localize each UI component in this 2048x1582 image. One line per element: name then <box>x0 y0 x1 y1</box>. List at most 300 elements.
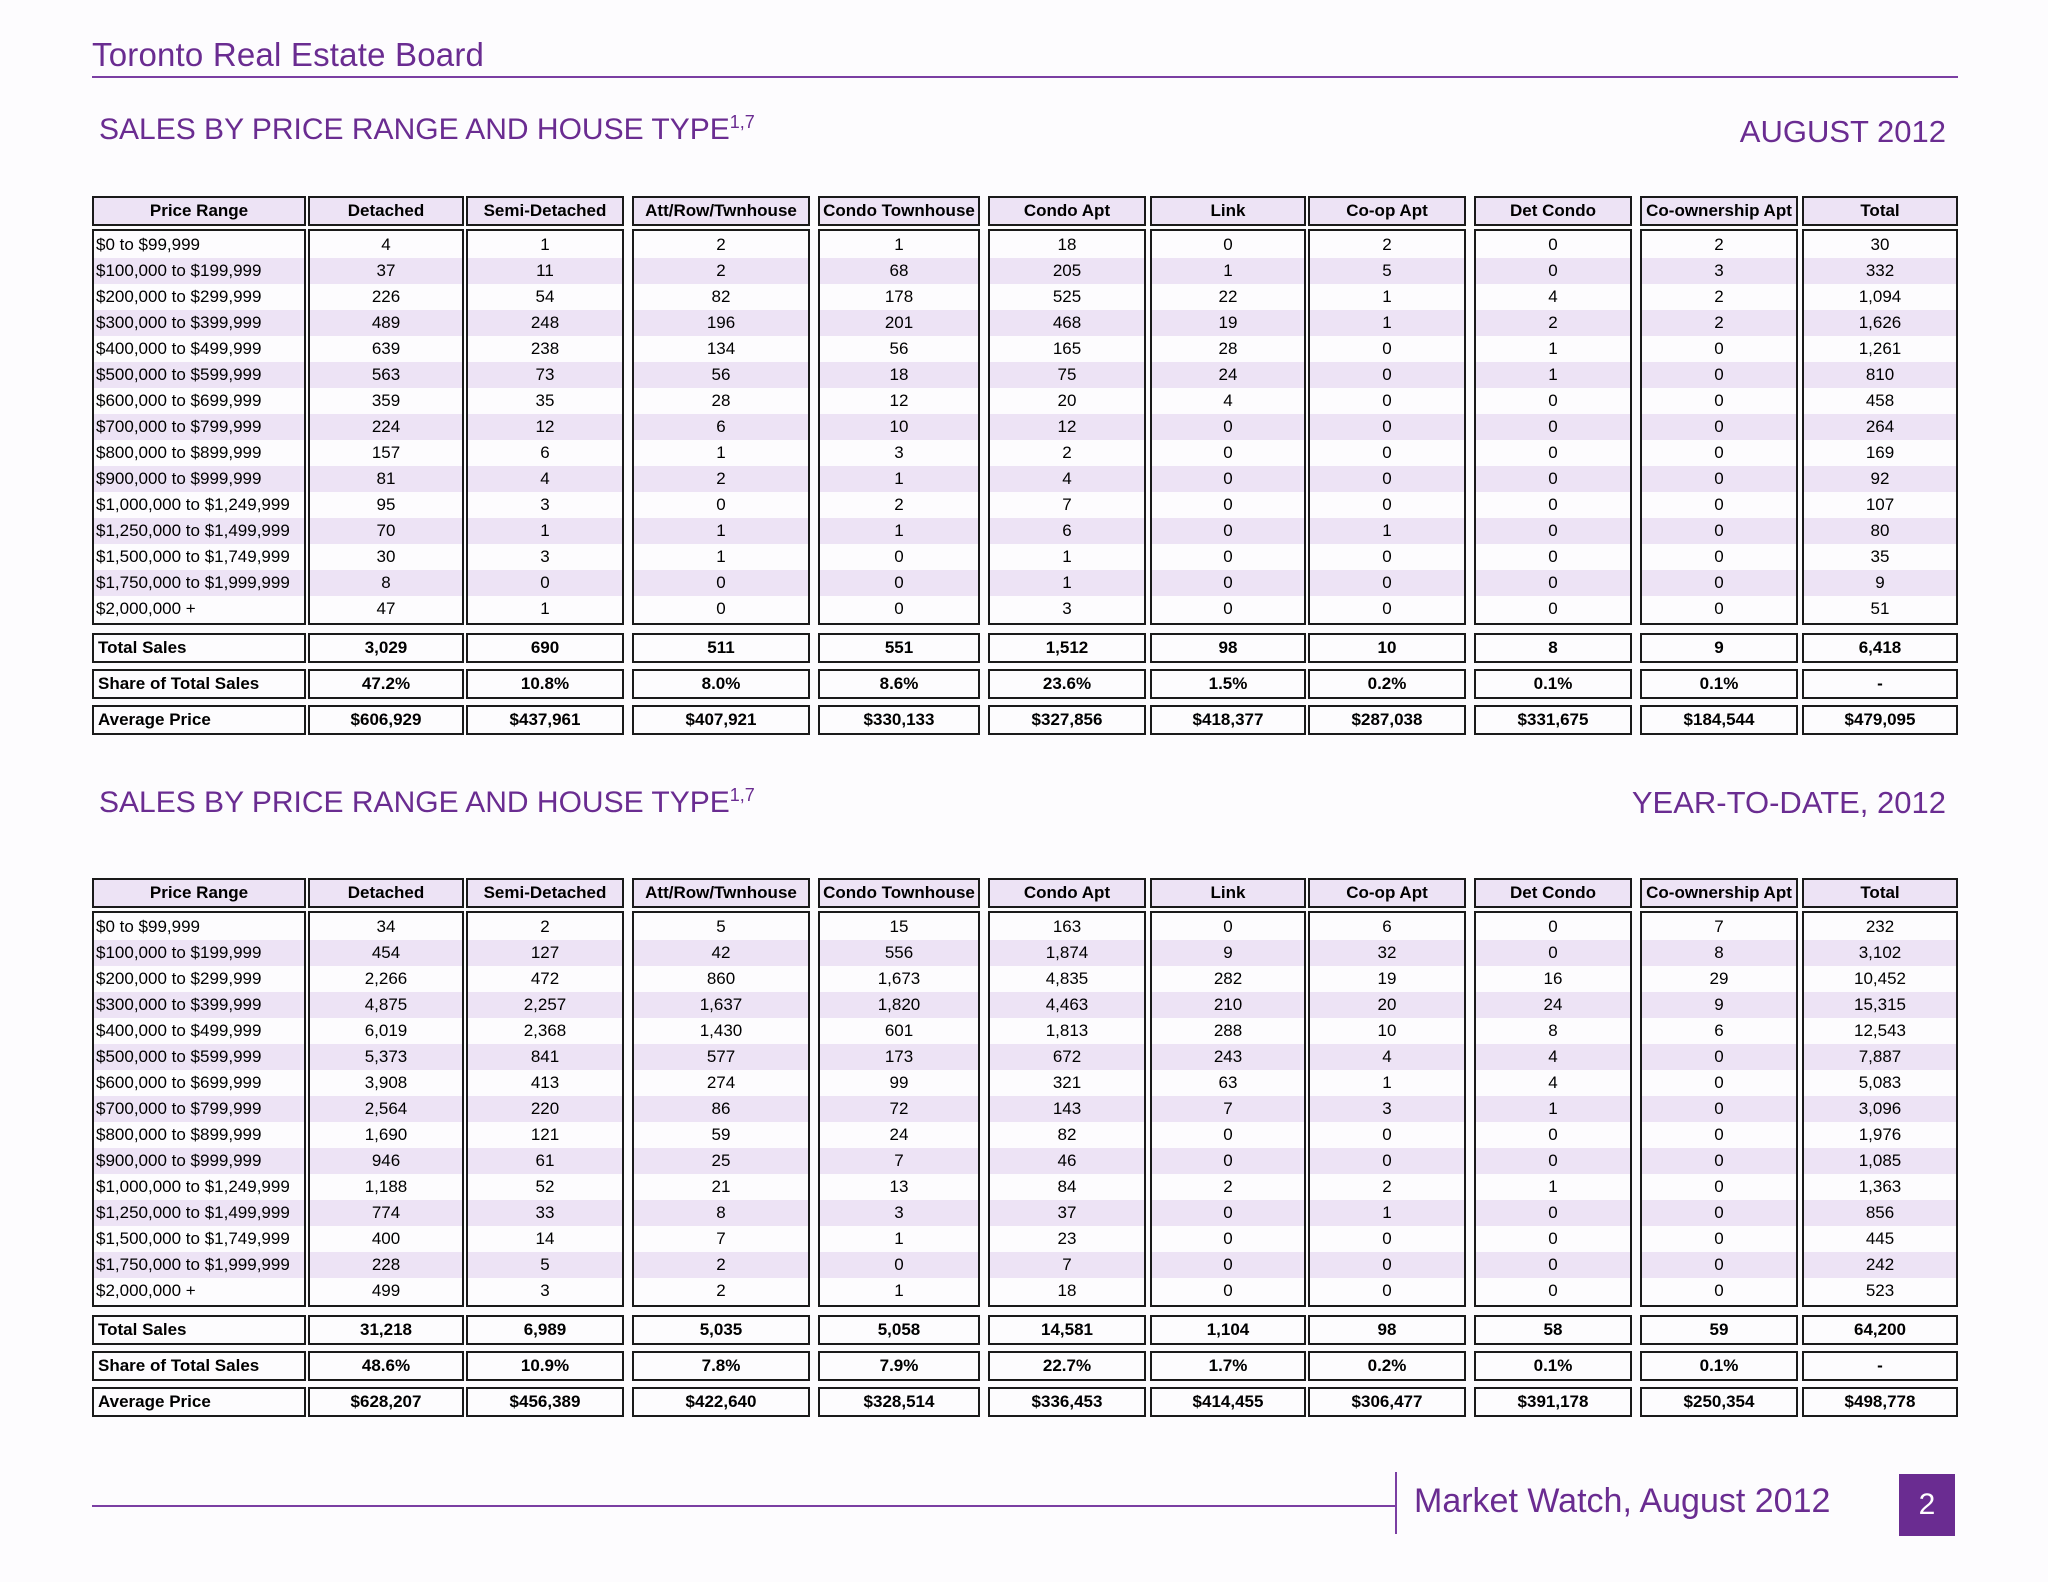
table-cell: 0 <box>1714 521 1724 540</box>
summary-label: Total Sales <box>92 633 306 663</box>
summary-label: Average Price <box>92 1387 306 1417</box>
summary-cell: - <box>1802 669 1958 699</box>
table-cell: 0 <box>1548 495 1558 514</box>
table-cell: 232 <box>1865 917 1895 936</box>
summary-cell: $391,178 <box>1474 1387 1632 1417</box>
page-number: 2 <box>1899 1474 1955 1536</box>
summary-cell: $328,514 <box>818 1387 980 1417</box>
table-cell: 0 <box>1382 391 1392 410</box>
table-cell: 1,673 <box>877 969 921 988</box>
summary-cell: 511 <box>632 633 810 663</box>
price-range-label: $900,000 to $999,999 <box>96 469 262 488</box>
summary-cell: $306,477 <box>1308 1387 1466 1417</box>
column-header: Att/Row/Twnhouse <box>632 878 810 908</box>
summary-cell: $628,207 <box>308 1387 464 1417</box>
table-cell: 0 <box>894 573 904 592</box>
table-cell: 210 <box>1213 995 1243 1014</box>
price-range-label: $1,250,000 to $1,499,999 <box>96 1203 290 1222</box>
table-cell: 70 <box>376 521 396 540</box>
column-header: Condo Apt <box>988 196 1146 226</box>
column-header: Det Condo <box>1474 196 1632 226</box>
table-cell: 0 <box>1382 417 1392 436</box>
table-cell: 52 <box>535 1177 555 1196</box>
summary-cell: $407,921 <box>632 705 810 735</box>
table-cell: 525 <box>1052 287 1082 306</box>
table-cell: 359 <box>371 391 401 410</box>
price-range-label: $600,000 to $699,999 <box>96 391 262 410</box>
table-cell: 8 <box>381 573 391 592</box>
table-cell: 47 <box>376 599 396 618</box>
summary-cell: $336,453 <box>988 1387 1146 1417</box>
table-cell: 6 <box>1382 917 1392 936</box>
price-range-label: $500,000 to $599,999 <box>96 1047 262 1066</box>
table-cell: 1 <box>540 235 550 254</box>
table-cell: 228 <box>371 1255 401 1274</box>
summary-cell: 551 <box>818 633 980 663</box>
table-cell: 1 <box>894 235 904 254</box>
table-cell: 1,188 <box>364 1177 408 1196</box>
summary-cell: 10.9% <box>466 1351 624 1381</box>
price-range-label: $1,750,000 to $1,999,999 <box>96 1255 290 1274</box>
table-cell: 0 <box>1714 1281 1724 1300</box>
table-cell: 556 <box>884 943 914 962</box>
table-cell: 1 <box>1223 261 1233 280</box>
table-cell: 12 <box>535 417 555 436</box>
table-cell: 0 <box>1223 1203 1233 1222</box>
table-cell: 0 <box>1382 443 1392 462</box>
table-cell: 0 <box>1714 1047 1724 1066</box>
price-range-label: $0 to $99,999 <box>96 917 200 936</box>
summary-cell: 1,104 <box>1150 1315 1306 1345</box>
price-range-label: $800,000 to $899,999 <box>96 443 262 462</box>
table-cell: 3 <box>894 1203 904 1222</box>
summary-cell: 64,200 <box>1802 1315 1958 1345</box>
summary-label: Share of Total Sales <box>92 1351 306 1381</box>
table-cell: 5 <box>540 1255 550 1274</box>
table-cell: 0 <box>1714 1125 1724 1144</box>
table-cell: 1,690 <box>364 1125 408 1144</box>
summary-cell: 14,581 <box>988 1315 1146 1345</box>
table-cell: 201 <box>884 313 914 332</box>
table-cell: 0 <box>1548 1151 1558 1170</box>
table-cell: 54 <box>535 287 555 306</box>
table-cell: 20 <box>1057 391 1077 410</box>
table-cell: 0 <box>1714 495 1724 514</box>
table-cell: 0 <box>1223 599 1233 618</box>
table-cell: 3 <box>540 547 550 566</box>
table-cell: 18 <box>1057 1281 1077 1300</box>
table-cell: 63 <box>1218 1073 1238 1092</box>
summary-cell: $498,778 <box>1802 1387 1958 1417</box>
summary-cell: 0.1% <box>1640 669 1798 699</box>
table-cell: 499 <box>371 1281 401 1300</box>
table-cell: 1 <box>1548 1177 1558 1196</box>
table-cell: 12 <box>889 391 909 410</box>
table-cell: 157 <box>371 443 401 462</box>
table-cell: 413 <box>530 1073 560 1092</box>
table-cell: 0 <box>1714 1073 1724 1092</box>
table-cell: 4 <box>1548 1073 1558 1092</box>
column-header: Total <box>1802 196 1958 226</box>
table-cell: 2 <box>716 1281 726 1300</box>
section-title-text: SALES BY PRICE RANGE AND HOUSE TYPE <box>99 786 730 819</box>
table-cell: 0 <box>1714 417 1724 436</box>
table-cell: 3 <box>540 495 550 514</box>
table-cell: 0 <box>1223 1229 1233 1248</box>
table-cell: 0 <box>1714 1255 1724 1274</box>
summary-label: Total Sales <box>92 1315 306 1345</box>
table-cell: 0 <box>1223 443 1233 462</box>
table-cell: 1 <box>1382 521 1392 540</box>
table-cell: 0 <box>1382 1281 1392 1300</box>
table-cell: 0 <box>1714 599 1724 618</box>
table-cell: 4 <box>381 235 391 254</box>
table-cell: 29 <box>1709 969 1729 988</box>
table-cell: 1 <box>894 1281 904 1300</box>
section-title <box>99 785 755 820</box>
table-cell: 0 <box>1548 1203 1558 1222</box>
table-cell: 2,257 <box>523 995 567 1014</box>
table-cell: 178 <box>884 287 914 306</box>
footnote-superscript: 1,7 <box>729 112 755 132</box>
table-cell: 37 <box>1057 1203 1077 1222</box>
summary-cell: 10 <box>1308 633 1466 663</box>
table-cell: 28 <box>1218 339 1238 358</box>
summary-cell: $414,455 <box>1150 1387 1306 1417</box>
table-cell: 0 <box>1548 1229 1558 1248</box>
table-cell: 10 <box>889 417 909 436</box>
table-cell: 20 <box>1377 995 1397 1014</box>
table-cell: 9 <box>1223 943 1233 962</box>
table-cell: 1 <box>716 521 726 540</box>
summary-cell: 0.2% <box>1308 669 1466 699</box>
footnote-superscript: 1,7 <box>729 785 755 805</box>
table-cell: 0 <box>716 599 726 618</box>
table-cell: 0 <box>1223 417 1233 436</box>
table-cell: 0 <box>1382 599 1392 618</box>
table-cell: 86 <box>711 1099 731 1118</box>
table-cell: 0 <box>1714 1099 1724 1118</box>
table-cell: 0 <box>1548 943 1558 962</box>
section-period: AUGUST 2012 <box>1739 114 1946 149</box>
table-cell: 0 <box>1548 443 1558 462</box>
table-cell: 4 <box>1548 287 1558 306</box>
table-cell: 56 <box>889 339 909 358</box>
summary-cell: 1.5% <box>1150 669 1306 699</box>
summary-cell: 47.2% <box>308 669 464 699</box>
table-cell: 95 <box>376 495 396 514</box>
price-range-label: $1,750,000 to $1,999,999 <box>96 573 290 592</box>
table-cell: 196 <box>706 313 736 332</box>
table-cell: 946 <box>371 1151 401 1170</box>
summary-cell: 23.6% <box>988 669 1146 699</box>
column-header: Co-ownership Apt <box>1640 196 1798 226</box>
table-cell: 0 <box>1223 1125 1233 1144</box>
table-cell: 165 <box>1052 339 1082 358</box>
table-cell: 1 <box>894 521 904 540</box>
column-header: Co-op Apt <box>1308 878 1466 908</box>
table-cell: 1 <box>1548 339 1558 358</box>
summary-cell: $250,354 <box>1640 1387 1798 1417</box>
summary-cell: $331,675 <box>1474 705 1632 735</box>
table-cell: 1 <box>716 547 726 566</box>
table-cell: 4 <box>1223 391 1233 410</box>
table-cell: 288 <box>1213 1021 1243 1040</box>
summary-cell: $479,095 <box>1802 705 1958 735</box>
table-cell: 577 <box>706 1047 736 1066</box>
table-cell: 454 <box>371 943 401 962</box>
summary-cell: $437,961 <box>466 705 624 735</box>
table-cell: 0 <box>1223 469 1233 488</box>
price-range-label: $400,000 to $499,999 <box>96 339 262 358</box>
table-cell: 11 <box>536 261 554 280</box>
summary-cell: 0.1% <box>1474 669 1632 699</box>
price-range-label: $200,000 to $299,999 <box>96 969 262 988</box>
table-cell: 248 <box>530 313 560 332</box>
column-header: Detached <box>308 196 464 226</box>
table-cell: 321 <box>1052 1073 1082 1092</box>
table-cell: 0 <box>1382 573 1392 592</box>
price-range-label: $1,000,000 to $1,249,999 <box>96 1177 290 1196</box>
table-cell: 282 <box>1213 969 1243 988</box>
table-cell: 523 <box>1865 1281 1895 1300</box>
table-cell: 92 <box>1870 469 1890 488</box>
table-cell: 37 <box>376 261 396 280</box>
price-range-label: $600,000 to $699,999 <box>96 1073 262 1092</box>
table-cell: 56 <box>711 365 731 384</box>
table-cell: 7 <box>894 1151 904 1170</box>
table-cell: 6,019 <box>364 1021 408 1040</box>
table-cell: 13 <box>889 1177 909 1196</box>
table-cell: 1 <box>1382 287 1392 306</box>
table-cell: 274 <box>706 1073 736 1092</box>
table-cell: 5,083 <box>1858 1073 1902 1092</box>
table-cell: 220 <box>530 1099 560 1118</box>
table-cell: 2 <box>540 917 550 936</box>
table-cell: 82 <box>711 287 731 306</box>
table-cell: 0 <box>1548 417 1558 436</box>
table-cell: 34 <box>376 917 396 936</box>
table-cell: 73 <box>535 365 555 384</box>
table-cell: 226 <box>371 287 401 306</box>
table-cell: 400 <box>371 1229 401 1248</box>
table-cell: 33 <box>535 1203 555 1222</box>
summary-cell: 6,418 <box>1802 633 1958 663</box>
table-cell: 30 <box>1870 235 1890 254</box>
summary-cell: 0.1% <box>1474 1351 1632 1381</box>
table-cell: 0 <box>1714 339 1724 358</box>
table-cell: 0 <box>1714 1203 1724 1222</box>
price-range-label: $1,000,000 to $1,249,999 <box>96 495 290 514</box>
table-cell: 6 <box>1714 1021 1724 1040</box>
table-cell: 1,820 <box>877 995 921 1014</box>
table-cell: 82 <box>1057 1125 1077 1144</box>
table-cell: 107 <box>1865 495 1895 514</box>
table-cell: 4 <box>540 469 550 488</box>
table-cell: 3 <box>894 443 904 462</box>
table-cell: 68 <box>889 261 909 280</box>
footer-publication: Market Watch, August 2012 <box>1414 1482 1831 1520</box>
summary-cell: 6,989 <box>466 1315 624 1345</box>
table-cell: 163 <box>1052 917 1082 936</box>
summary-cell: 7.8% <box>632 1351 810 1381</box>
table-cell: 18 <box>889 365 909 384</box>
table-cell: 10,452 <box>1854 969 1906 988</box>
footer-divider <box>1395 1472 1397 1534</box>
table-cell: 0 <box>1548 1255 1558 1274</box>
summary-cell: 0.1% <box>1640 1351 1798 1381</box>
table-cell: 1,813 <box>1045 1021 1089 1040</box>
table-cell: 1 <box>1062 573 1072 592</box>
price-range-label: $700,000 to $799,999 <box>96 1099 262 1118</box>
table-cell: 0 <box>1714 573 1724 592</box>
summary-cell: $287,038 <box>1308 705 1466 735</box>
column-header: Co-ownership Apt <box>1640 878 1798 908</box>
table-cell: 12,543 <box>1854 1021 1906 1040</box>
footer-rule <box>92 1505 1395 1507</box>
table-cell: 1 <box>1062 547 1072 566</box>
table-cell: 0 <box>1223 1255 1233 1274</box>
table-cell: 1,874 <box>1045 943 1089 962</box>
table-cell: 0 <box>1548 1125 1558 1144</box>
column-header: Semi-Detached <box>466 878 624 908</box>
table-cell: 0 <box>1548 261 1558 280</box>
table-cell: 3,102 <box>1858 943 1902 962</box>
summary-cell: 31,218 <box>308 1315 464 1345</box>
table-cell: 0 <box>1548 547 1558 566</box>
table-cell: 6 <box>716 417 726 436</box>
table-cell: 0 <box>1548 573 1558 592</box>
table-cell: 18 <box>1057 235 1077 254</box>
table-cell: 169 <box>1865 443 1895 462</box>
summary-cell: 5,058 <box>818 1315 980 1345</box>
table-cell: 0 <box>1714 365 1724 384</box>
summary-cell: $184,544 <box>1640 705 1798 735</box>
table-cell: 0 <box>1548 1281 1558 1300</box>
column-header: Detached <box>308 878 464 908</box>
table-cell: 2 <box>716 235 726 254</box>
table-cell: 2 <box>716 261 726 280</box>
column-header: Price Range <box>92 878 306 908</box>
summary-cell: 58 <box>1474 1315 1632 1345</box>
summary-cell: 5,035 <box>632 1315 810 1345</box>
table-cell: 5 <box>1382 261 1392 280</box>
table-cell: 0 <box>894 599 904 618</box>
table-cell: 0 <box>1382 547 1392 566</box>
column-header: Link <box>1150 196 1306 226</box>
table-cell: 1 <box>1382 1203 1392 1222</box>
table-cell: 2 <box>1714 235 1724 254</box>
summary-cell: 0.2% <box>1308 1351 1466 1381</box>
table-cell: 8 <box>716 1203 726 1222</box>
price-range-label: $0 to $99,999 <box>96 235 200 254</box>
table-cell: 1,094 <box>1858 287 1902 306</box>
summary-label: Share of Total Sales <box>92 669 306 699</box>
table-cell: 0 <box>1548 917 1558 936</box>
column-header: Att/Row/Twnhouse <box>632 196 810 226</box>
table-cell: 32 <box>1377 943 1397 962</box>
table-cell: 121 <box>530 1125 560 1144</box>
table-cell: 173 <box>884 1047 914 1066</box>
table-cell: 10 <box>1377 1021 1397 1040</box>
table-cell: 35 <box>535 391 555 410</box>
table-cell: 1 <box>716 443 726 462</box>
summary-cell: 98 <box>1150 633 1306 663</box>
table-cell: 16 <box>1543 969 1563 988</box>
price-range-label: $2,000,000 + <box>96 1281 196 1300</box>
summary-cell: 59 <box>1640 1315 1798 1345</box>
table-cell: 3 <box>540 1281 550 1300</box>
table-cell: 1 <box>540 599 550 618</box>
table-cell: 4 <box>1382 1047 1392 1066</box>
price-range-label: $400,000 to $499,999 <box>96 1021 262 1040</box>
table-cell: 0 <box>1223 1281 1233 1300</box>
table-cell: 25 <box>711 1151 731 1170</box>
table-cell: 1 <box>894 1229 904 1248</box>
column-header: Condo Townhouse <box>818 196 980 226</box>
table-cell: 1,976 <box>1858 1125 1902 1144</box>
price-range-label: $1,500,000 to $1,749,999 <box>96 1229 290 1248</box>
table-cell: 7,887 <box>1858 1047 1902 1066</box>
table-cell: 860 <box>706 969 736 988</box>
summary-cell: 98 <box>1308 1315 1466 1345</box>
table-cell: 2 <box>716 1255 726 1274</box>
table-cell: 7 <box>1062 1255 1072 1274</box>
table-cell: 0 <box>894 547 904 566</box>
table-cell: 2 <box>1223 1177 1233 1196</box>
table-cell: 1 <box>894 469 904 488</box>
summary-cell: $330,133 <box>818 705 980 735</box>
table-cell: 0 <box>540 573 550 592</box>
table-cell: 2 <box>716 469 726 488</box>
table-cell: 127 <box>530 943 560 962</box>
table-cell: 9 <box>1714 995 1724 1014</box>
table-cell: 264 <box>1865 417 1895 436</box>
table-cell: 1 <box>1548 365 1558 384</box>
table-cell: 1,085 <box>1858 1151 1902 1170</box>
table-cell: 35 <box>1870 547 1890 566</box>
summary-cell: 8 <box>1474 633 1632 663</box>
table-cell: 856 <box>1865 1203 1895 1222</box>
table-cell: 24 <box>1218 365 1238 384</box>
table-cell: 72 <box>889 1099 909 1118</box>
column-header: Det Condo <box>1474 878 1632 908</box>
table-cell: 15 <box>889 917 909 936</box>
column-header: Semi-Detached <box>466 196 624 226</box>
table-cell: 5,373 <box>364 1047 408 1066</box>
table-cell: 143 <box>1052 1099 1082 1118</box>
table-cell: 7 <box>1062 495 1072 514</box>
table-cell: 672 <box>1052 1047 1082 1066</box>
table-cell: 2 <box>1714 287 1724 306</box>
table-cell: 0 <box>1548 521 1558 540</box>
table-cell: 14 <box>535 1229 555 1248</box>
summary-cell: 48.6% <box>308 1351 464 1381</box>
price-range-label: $1,250,000 to $1,499,999 <box>96 521 290 540</box>
table-cell: 0 <box>1714 1229 1724 1248</box>
section-title-text: SALES BY PRICE RANGE AND HOUSE TYPE <box>99 113 730 146</box>
table-cell: 8 <box>1714 943 1724 962</box>
table-cell: 0 <box>1548 469 1558 488</box>
table-cell: 6 <box>540 443 550 462</box>
table-cell: 9 <box>1875 573 1885 592</box>
table-cell: 4 <box>1062 469 1072 488</box>
table-cell: 1,261 <box>1858 339 1902 358</box>
column-header: Price Range <box>92 196 306 226</box>
table-cell: 1 <box>1382 1073 1392 1092</box>
summary-cell: 8.0% <box>632 669 810 699</box>
column-header: Condo Townhouse <box>818 878 980 908</box>
